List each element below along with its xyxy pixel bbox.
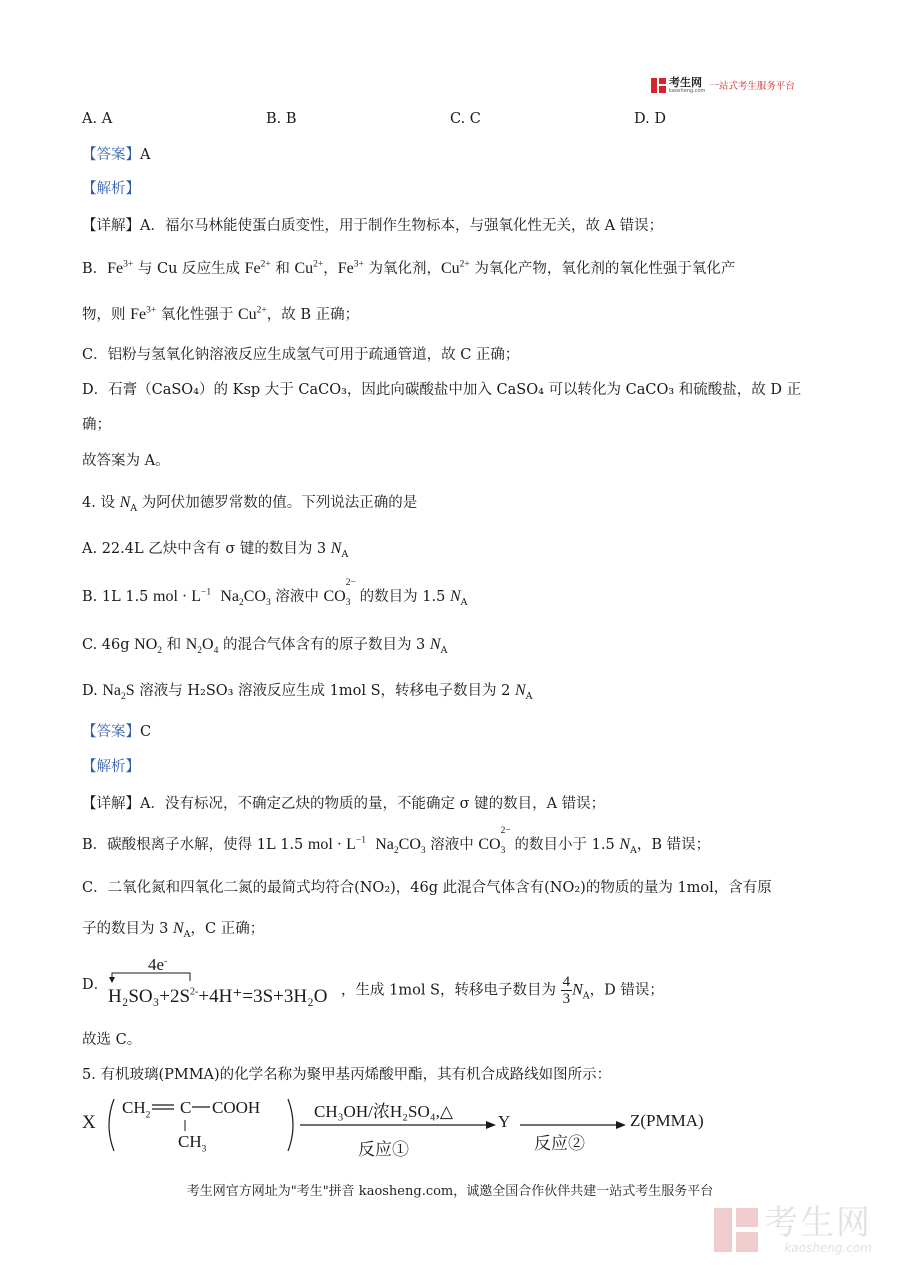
electron-count: 4e- [148,955,168,974]
watermark-name: 考生网 [764,1203,872,1243]
logo-name: 考生网 [669,75,702,89]
q3-option-a: A. A [82,111,113,127]
compound-y: Y [498,1112,511,1131]
redox-equation: $H_2SO_3+2S^{2-}+4H^+=3S+3H_2O$ [108,986,328,1007]
logo-icon [651,78,666,93]
logo-domain: kaosheng.com [669,87,706,94]
watermark [714,1205,872,1255]
q3-option-c: C. C [450,111,481,127]
reaction-1-label: 反应① [358,1140,409,1159]
ch3-group: $CH_3$ [178,1132,207,1155]
q3-answer: 【答案】A [82,147,151,163]
q4-detail-c-line2: 子的数目为 3 $N_A$，C 正确； [82,920,265,940]
q4-option-b: B. 1L 1.5 mol · $L^{-1}$ $Na_2CO_3$ 溶液中 CO $_{2- 3}$ 的数目为 1.5 $N_A$ [82,578,468,609]
arrow-reaction-1 [300,1119,500,1131]
header-logo [651,74,795,96]
q3-detail-d-line2: 确； [82,417,111,433]
q4-detail-c-line1: C．二氧化氮和四氧化二氮的最简式均符合(NO₂)，46g 此混合气体含有(NO₂)的物质的量为 1mol，含有原 [82,880,772,896]
q4-option-d: D. $Na_2S$ 溶液与 H₂SO₃ 溶液反应生成 1mol S，转移电子数目为 2 $N_A$ [82,682,533,703]
compound-x: X [82,1112,96,1133]
carbon-atom: C [180,1098,192,1117]
q3-detail-b-line2: 物，则 $Fe^{3+}$ 氧化性强于 $Cu^{2+}$，故 B 正确； [82,305,360,323]
q5-stem: 5. 有机玻璃(PMMA)的化学名称为聚甲基丙烯酸甲酯，其有机合成路线如图所示： [82,1067,612,1083]
q3-conclusion: 故答案为 A。 [82,453,170,469]
compound-z: Z(PMMA) [630,1111,704,1130]
cooh-group: COOH [212,1098,261,1117]
q3-detail-b-line1: B．$Fe^{3+}$ 与 Cu 反应生成 $Fe^{2+}$ 和 $Cu^{2+}$，$Fe^{3+}$ 为氧化剂，$Cu^{2+}$ 为氧化产物，氧化剂的氧化性强于氧化产 [82,259,736,277]
q4-stem: 4. 设 $N_A$ 为阿伏加德罗常数的值。下列说法正确的是 [82,494,418,514]
q3-detail-d-line1: D．石膏（CaSO₄）的 Ksp 大于 CaCO₃，因此向碳酸盐中加入 CaSO₄ 可以转化为 CaCO₃ 和硫酸盐，故 D 正 [82,382,802,398]
header-slogan: 一站式考生服务平台 [709,81,795,92]
watermark-domain: kaosheng.com [784,1241,872,1255]
q4-detail-d-prefix: D． [82,977,109,993]
q3-option-b: B. B [266,111,297,127]
fraction-4-3: $\frac{4}{3}$ [562,974,571,1007]
q4-option-a: A. 22.4L 乙炔中含有 σ 键的数目为 3 $N_A$ [82,540,349,560]
reagent-label: CH₃OH/浓H₂SO₄,△ [314,1102,454,1121]
q4-answer: 【答案】C [82,724,152,740]
q4-detail-b: B．碳酸根离子水解，使得 1L 1.5 mol · $L^{-1}$ $Na_2CO_3$ 溶液中 CO $_{2- 3}$ 的数目小于 1.5 $N_A$，B 错误； [82,826,711,857]
reaction-2-label: 反应② [534,1134,585,1153]
synthesis-route [80,1095,720,1165]
q3-analysis-label: 【解析】 [82,181,140,197]
electron-transfer-equation [108,955,340,1013]
q4-detail-a: 【详解】A．没有标况，不确定乙炔的物质的量，不能确定 σ 键的数目，A 错误； [82,796,606,812]
footer-text: 考生网官方网址为"考生"拼音 kaosheng.com，诚邀全国合作伙伴共建一站式考生服务平台 [186,1184,714,1199]
q3-detail-a: 【详解】A．福尔马林能使蛋白质变性，用于制作生物标本，与强氧化性无关，故 A 错误； [82,218,664,234]
q3-detail-c: C．铝粉与氢氧化钠溶液反应生成氢气可用于疏通管道，故 C 正确； [82,347,520,363]
watermark-logo-icon [714,1208,758,1252]
q4-detail-d-text: ，生成 1mol S，转移电子数目为 $\frac{4}{3}$ $N_A$，D 错误； [341,974,664,1007]
q4-analysis-label: 【解析】 [82,759,140,775]
q3-option-d: D. D [634,111,666,127]
q4-option-c: C. 46g $NO_2$ 和 $N_2O_4$ 的混合气体含有的原子数目为 3 $N_A$ [82,636,448,657]
q4-conclusion: 故选 C。 [82,1032,142,1048]
ch2-group: $CH_2$ [122,1098,151,1121]
